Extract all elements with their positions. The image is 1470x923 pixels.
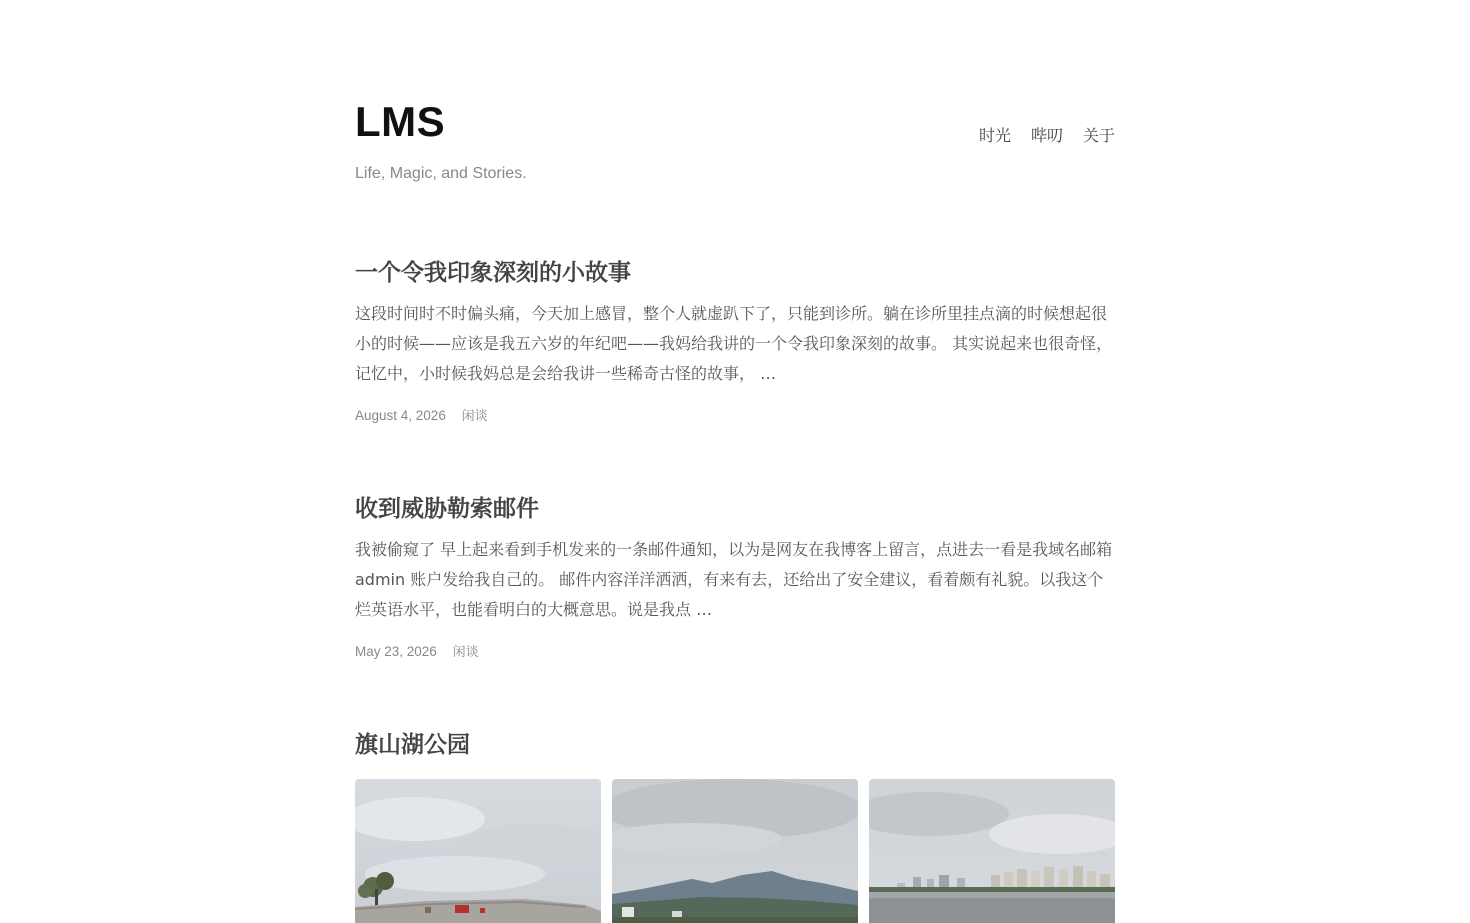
lake-skyline-photo[interactable] — [869, 779, 1115, 923]
post-title[interactable]: 旗山湖公园 — [355, 732, 470, 758]
page-container — [355, 0, 1115, 758]
main-nav — [979, 125, 1115, 147]
park-stone-photo[interactable] — [355, 779, 601, 923]
post-meta — [355, 643, 1115, 662]
post-tag[interactable]: 闲谈 — [452, 645, 479, 660]
post-title[interactable]: 收到威胁勒索邮件 — [355, 496, 539, 522]
site-title[interactable]: LMS — [355, 98, 446, 145]
nav-item-shiguang[interactable]: 时光 — [978, 126, 1011, 145]
post-tag[interactable]: 闲谈 — [461, 409, 488, 424]
post-item — [355, 493, 1115, 662]
post-item — [355, 257, 1115, 426]
post-meta — [355, 407, 1115, 426]
nav-item-about[interactable]: 关于 — [1082, 126, 1115, 145]
photo-gallery — [355, 779, 1115, 923]
post-excerpt: 我被偷窥了 早上起来看到手机发来的一条邮件通知，以为是网友在我博客上留言，点进去一看是我域名邮箱 admin 账户发给我自己的。 邮件内容洋洋洒洒，有来有去，还给出了安全建议，看着颇有礼貌。以我这个烂英语水平，也能看明白的大概意思。说是我点 … — [355, 540, 1113, 619]
post-item — [355, 729, 1115, 761]
site-tagline: Life, Magic, and Stories. — [355, 165, 527, 182]
post-date: May 23, 2026 — [355, 644, 437, 659]
nav-item-bidao[interactable]: 哔叨 — [1030, 126, 1063, 145]
site-header — [355, 0, 1115, 240]
post-title[interactable]: 一个令我印象深刻的小故事 — [355, 260, 631, 286]
post-date: August 4, 2026 — [355, 408, 446, 423]
post-excerpt: 这段时间时不时偏头痛，今天加上感冒，整个人就虚趴下了，只能到诊所。躺在诊所里挂点滴的时候想起很小的时候——应该是我五六岁的年纪吧——我妈给我讲的一个令我印象深刻的故事。 其实说起来也很奇怪，记忆中，小时候我妈总是会给我讲一些稀奇古怪的故事， … — [355, 304, 1113, 383]
mountain-photo[interactable] — [612, 779, 858, 923]
